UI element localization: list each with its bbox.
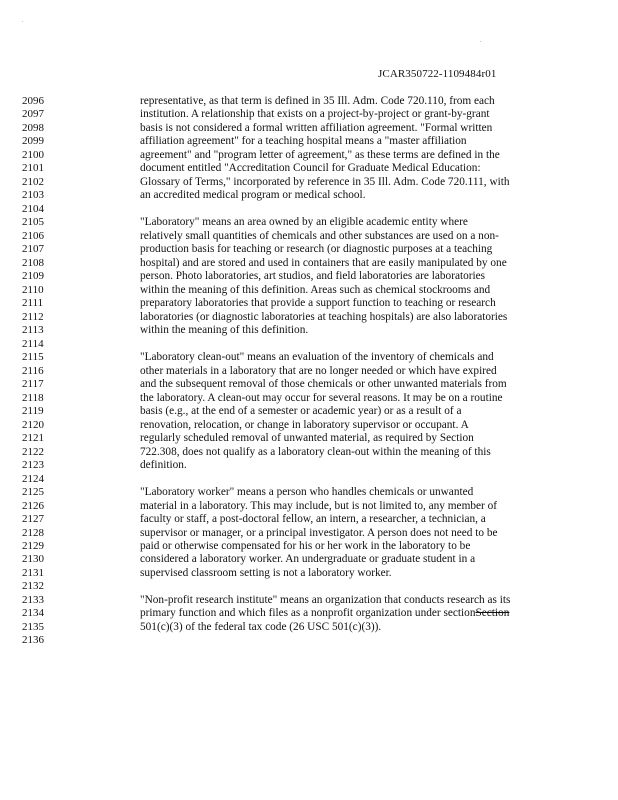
line-text-main: the laboratory. A clean-out may occur for several reasons. It may be on a routine xyxy=(140,391,503,404)
document-body xyxy=(0,95,618,648)
line-number: 2108 xyxy=(22,256,44,269)
document-line xyxy=(0,162,618,175)
line-number: 2106 xyxy=(22,229,44,242)
line-text-main: laboratories (or diagnostic laboratories at teaching hospitals) are also laboratories xyxy=(140,310,508,323)
line-text xyxy=(140,594,510,607)
line-number: 2110 xyxy=(22,283,44,296)
document-line xyxy=(0,419,618,432)
line-number: 2101 xyxy=(22,162,44,175)
line-number: 2112 xyxy=(22,310,44,323)
line-text-main: considered a laboratory worker. An undergraduate or graduate student in a xyxy=(140,553,476,566)
line-number: 2121 xyxy=(22,432,44,445)
line-text xyxy=(140,297,496,310)
line-text xyxy=(140,567,392,580)
line-number: 2115 xyxy=(22,351,44,364)
line-number: 2105 xyxy=(22,216,44,229)
document-line xyxy=(0,351,618,364)
line-text xyxy=(140,459,187,472)
line-text xyxy=(140,621,381,634)
line-text xyxy=(140,284,490,297)
document-line xyxy=(0,513,618,526)
line-text xyxy=(140,311,507,324)
line-number: 2116 xyxy=(22,364,44,377)
document-line xyxy=(0,338,618,351)
line-text xyxy=(140,351,494,364)
line-number: 2125 xyxy=(22,486,44,499)
line-text xyxy=(140,527,498,540)
document-line xyxy=(0,297,618,310)
document-line xyxy=(0,135,618,148)
document-line xyxy=(0,243,618,256)
line-text xyxy=(140,446,491,459)
document-line xyxy=(0,527,618,540)
document-line xyxy=(0,324,618,337)
line-number: 2129 xyxy=(22,539,44,552)
document-line xyxy=(0,284,618,297)
line-number: 2135 xyxy=(22,620,44,633)
line-text-main: within the meaning of this definition. xyxy=(140,324,309,337)
document-line xyxy=(0,230,618,243)
line-number: 2136 xyxy=(22,634,44,647)
document-line xyxy=(0,378,618,391)
document-line xyxy=(0,580,618,593)
line-number: 2120 xyxy=(22,418,44,431)
line-number: 2111 xyxy=(22,297,44,310)
line-number: 2132 xyxy=(22,580,44,593)
line-text xyxy=(140,486,473,499)
line-number: 2134 xyxy=(22,607,44,620)
line-text xyxy=(140,108,490,121)
line-text-main: hospital) and are stored and used in containers that are easily manipulated by one xyxy=(140,256,507,269)
line-text xyxy=(140,243,492,256)
document-line xyxy=(0,607,618,620)
line-text-main: relatively small quantities of chemicals and other substances are used on a non- xyxy=(140,229,499,242)
line-text xyxy=(140,607,509,620)
line-number: 2119 xyxy=(22,405,44,418)
document-line xyxy=(0,257,618,270)
document-line xyxy=(0,189,618,202)
document-line xyxy=(0,540,618,553)
line-number: 2109 xyxy=(22,270,44,283)
line-text xyxy=(140,500,497,513)
document-line xyxy=(0,203,618,216)
line-number: 2122 xyxy=(22,445,44,458)
line-text-main: and the subsequent removal of those chemicals or other unwanted materials from xyxy=(140,378,507,391)
line-text xyxy=(140,176,510,189)
line-text xyxy=(140,365,497,378)
line-text xyxy=(140,189,366,202)
line-number: 2131 xyxy=(22,566,44,579)
line-text-main: person. Photo laboratories, art studios, and field laboratories are laboratories xyxy=(140,270,486,283)
line-text-main: basis is not considered a formal written affiliation agreement. "Formal written xyxy=(140,121,493,134)
document-line xyxy=(0,365,618,378)
line-number: 2107 xyxy=(22,243,44,256)
line-text-main: within the meaning of this definition. Areas such as chemical stockrooms and xyxy=(140,283,491,296)
line-number: 2117 xyxy=(22,378,44,391)
line-text-main: material in a laboratory. This may include, but is not limited to, any member of xyxy=(140,499,498,512)
line-text-main: institution. A relationship that exists on a project-by-project or grant-by-grant xyxy=(140,108,490,121)
line-text-main: "Laboratory" means an area owned by an eligible academic entity where xyxy=(140,216,468,229)
line-text-main: production basis for teaching or research (or diagnostic purposes at a teaching xyxy=(140,243,493,256)
document-line xyxy=(0,216,618,229)
document-line xyxy=(0,149,618,162)
line-text xyxy=(140,405,462,418)
line-text xyxy=(140,149,500,162)
scan-speck-right: . xyxy=(480,38,482,44)
line-text xyxy=(140,324,308,337)
document-line xyxy=(0,108,618,121)
line-text-main: basis (e.g., at the end of a semester or academic year) or as a result of a xyxy=(140,405,462,418)
document-line xyxy=(0,122,618,135)
line-text xyxy=(140,122,492,135)
line-text-main: Glossary of Terms," incorporated by reference in 35 Ill. Adm. Code 720.111, with xyxy=(140,175,510,188)
line-text-main: supervisor or manager, or a principal investigator. A person does not need to be xyxy=(140,526,498,539)
document-line xyxy=(0,486,618,499)
line-text-main: definition. xyxy=(140,459,187,472)
document-line xyxy=(0,405,618,418)
line-text xyxy=(140,513,486,526)
document-line xyxy=(0,634,618,647)
document-line xyxy=(0,553,618,566)
line-text-main: "Laboratory clean-out" means an evaluation of the inventory of chemicals and xyxy=(140,351,494,364)
line-text-main: supervised classroom setting is not a laboratory worker. xyxy=(140,566,392,579)
line-text xyxy=(140,378,507,391)
line-number: 2118 xyxy=(22,391,44,404)
document-line xyxy=(0,473,618,486)
line-text-main: regularly scheduled removal of unwanted material, as required by Section xyxy=(140,432,474,445)
line-text xyxy=(140,432,474,445)
line-text-main: document entitled "Accreditation Council for Graduate Medical Education: xyxy=(140,162,481,175)
scan-speck-left: . xyxy=(22,18,24,24)
document-id-header: JCAR350722-1109484r01 xyxy=(378,68,497,80)
line-number: 2123 xyxy=(22,459,44,472)
line-number: 2100 xyxy=(22,148,44,161)
line-text xyxy=(140,419,469,432)
line-text xyxy=(140,162,481,175)
document-line xyxy=(0,392,618,405)
document-line xyxy=(0,270,618,283)
line-number: 2099 xyxy=(22,135,44,148)
document-line xyxy=(0,567,618,580)
line-text-main: other materials in a laboratory that are no longer needed or which have expired xyxy=(140,364,497,377)
line-text-main: an accredited medical program or medical school. xyxy=(140,189,366,202)
document-line xyxy=(0,446,618,459)
line-text-main: paid or otherwise compensated for his or her work in the laboratory to be xyxy=(140,539,471,552)
line-number: 2098 xyxy=(22,121,44,134)
line-text-main: faculty or staff, a post-doctoral fellow, an intern, a researcher, a technician, a xyxy=(140,513,486,526)
line-text-main: preparatory laboratories that provide a support function to teaching or research xyxy=(140,297,496,310)
line-text-main: affiliation agreement" for a teaching hospital means a "master affiliation xyxy=(140,135,467,148)
document-line xyxy=(0,176,618,189)
line-text-main: "Laboratory worker" means a person who handles chemicals or unwanted xyxy=(140,486,474,499)
line-text xyxy=(140,540,470,553)
line-number: 2133 xyxy=(22,593,44,606)
line-text-main: primary function and which files as a nonprofit organization under section xyxy=(140,607,476,620)
document-line xyxy=(0,621,618,634)
document-line xyxy=(0,594,618,607)
line-number: 2097 xyxy=(22,108,44,121)
line-text-main: "Non-profit research institute" means an organization that conducts research as its xyxy=(140,593,511,606)
document-line xyxy=(0,95,618,108)
line-number: 2130 xyxy=(22,553,44,566)
line-text xyxy=(140,392,503,405)
line-text-main: representative, as that term is defined in 35 Ill. Adm. Code 720.110, from each xyxy=(140,95,495,107)
line-text-main: renovation, relocation, or change in laboratory supervisor or occupant. A xyxy=(140,418,469,431)
line-text xyxy=(140,95,495,108)
line-number: 2127 xyxy=(22,513,44,526)
document-line xyxy=(0,500,618,513)
line-number: 2103 xyxy=(22,189,44,202)
document-line xyxy=(0,432,618,445)
line-text xyxy=(140,216,468,229)
struck-text: Section xyxy=(475,607,510,620)
line-number: 2126 xyxy=(22,499,44,512)
line-text-main: 501(c)(3) of the federal tax code (26 USC 501(c)(3)). xyxy=(140,620,382,633)
line-number: 2102 xyxy=(22,175,44,188)
line-text-main: agreement" and "program letter of agreement," as these terms are defined in the xyxy=(140,148,500,161)
line-number: 2124 xyxy=(22,472,44,485)
line-text xyxy=(140,270,485,283)
line-number: 2128 xyxy=(22,526,44,539)
document-line xyxy=(0,459,618,472)
line-text xyxy=(140,257,507,270)
line-text xyxy=(140,135,467,148)
line-number: 2104 xyxy=(22,202,44,215)
line-text xyxy=(140,230,499,243)
line-text-main: 722.308, does not qualify as a laboratory clean-out within the meaning of this xyxy=(140,445,491,458)
line-number: 2114 xyxy=(22,337,44,350)
document-line xyxy=(0,311,618,324)
line-number: 2096 xyxy=(22,95,44,107)
line-number: 2113 xyxy=(22,324,44,337)
line-text xyxy=(140,553,475,566)
